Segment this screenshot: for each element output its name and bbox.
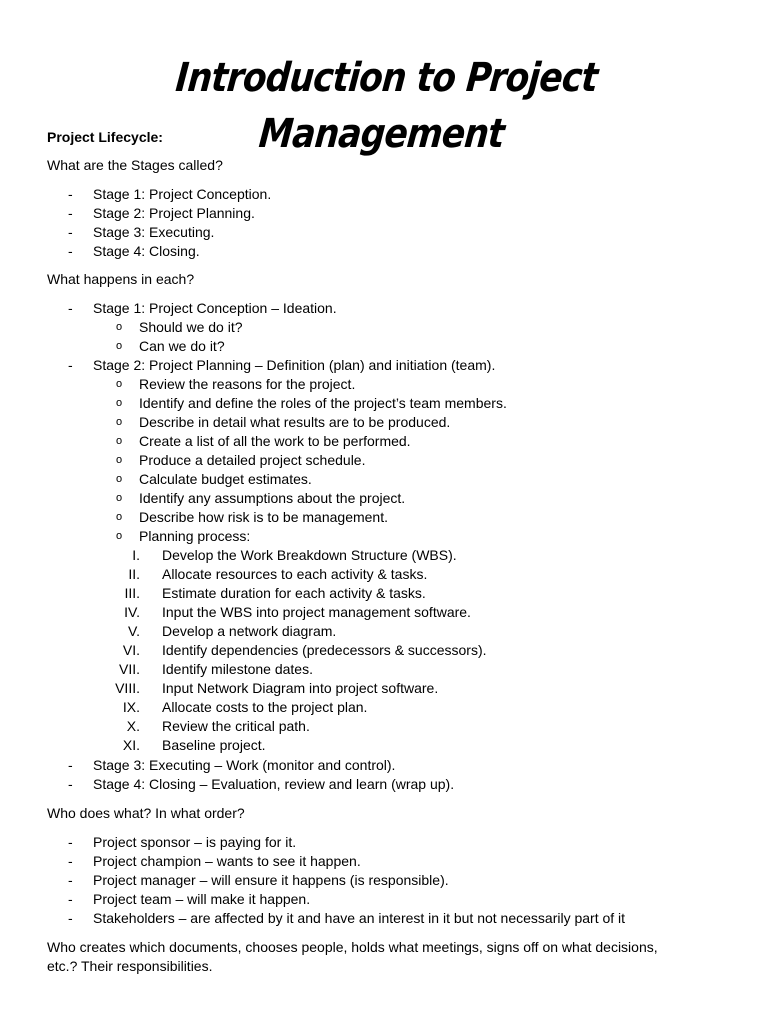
stage-4-text: Stage 4: Closing. bbox=[93, 243, 200, 259]
dash-marker: - bbox=[68, 872, 73, 888]
bullet-marker: o bbox=[116, 378, 123, 390]
roman-numeral: II. bbox=[128, 566, 140, 582]
each-stage-3: Stage 3: Executing – Work (monitor and control). bbox=[93, 757, 396, 773]
planning-step: Allocate costs to the project plan. bbox=[162, 699, 368, 715]
bullet-marker: o bbox=[116, 511, 123, 523]
roman-numeral: X. bbox=[126, 718, 140, 734]
s2-item: Describe how risk is to be management. bbox=[139, 509, 388, 525]
role-champion: Project champion – wants to see it happen. bbox=[93, 853, 361, 869]
role-team: Project team – will make it happen. bbox=[93, 891, 311, 907]
s2-item: Produce a detailed project schedule. bbox=[139, 452, 366, 468]
planning-step: Allocate resources to each activity & tasks. bbox=[162, 566, 428, 582]
roman-numeral: I. bbox=[132, 547, 140, 563]
roman-numeral: III. bbox=[124, 585, 140, 601]
dash-marker: - bbox=[68, 186, 73, 202]
lifecycle-heading: Project Lifecycle: bbox=[47, 129, 163, 145]
s2-item: Create a list of all the work to be performed. bbox=[139, 433, 411, 449]
question-docs-line-2: etc.? Their responsibilities. bbox=[47, 958, 213, 974]
s1-item: Should we do it? bbox=[139, 319, 243, 335]
planning-step: Identify dependencies (predecessors & successors). bbox=[162, 642, 487, 658]
s2-item: Calculate budget estimates. bbox=[139, 471, 312, 487]
dash-marker: - bbox=[68, 224, 73, 240]
s2-item: Identify any assumptions about the project. bbox=[139, 490, 406, 506]
dash-marker: - bbox=[68, 853, 73, 869]
bullet-marker: o bbox=[116, 416, 123, 428]
question-stages: What are the Stages called? bbox=[47, 157, 223, 173]
role-manager: Project manager – will ensure it happens (is responsible). bbox=[93, 872, 449, 888]
planning-step: Input the WBS into project management software. bbox=[162, 604, 471, 620]
bullet-marker: o bbox=[116, 435, 123, 447]
stage-1-text: Stage 1: Project Conception. bbox=[93, 186, 272, 202]
question-who: Who does what? In what order? bbox=[47, 805, 245, 821]
bullet-marker: o bbox=[116, 321, 123, 333]
dash-marker: - bbox=[68, 910, 73, 926]
planning-step: Review the critical path. bbox=[162, 718, 310, 734]
bullet-marker: o bbox=[116, 473, 123, 485]
stage-3-text: Stage 3: Executing. bbox=[93, 224, 215, 240]
bullet-marker: o bbox=[116, 492, 123, 504]
planning-step: Identify milestone dates. bbox=[162, 661, 313, 677]
planning-step: Estimate duration for each activity & tasks. bbox=[162, 585, 426, 601]
bullet-marker: o bbox=[116, 397, 123, 409]
role-stakeholders: Stakeholders – are affected by it and have an interest in it but not necessarily part of it bbox=[93, 910, 626, 926]
each-stage-4: Stage 4: Closing – Evaluation, review and learn (wrap up). bbox=[93, 776, 455, 792]
question-docs-line-1: Who creates which documents, chooses people, holds what meetings, signs off on what decisions, bbox=[47, 939, 658, 955]
each-stage-1: Stage 1: Project Conception – Ideation. bbox=[93, 300, 337, 316]
s1-item: Can we do it? bbox=[139, 338, 225, 354]
planning-step: Develop the Work Breakdown Structure (WBS). bbox=[162, 547, 457, 563]
stage-2-text: Stage 2: Project Planning. bbox=[93, 205, 255, 221]
document-title: Introduction to Project Management bbox=[173, 55, 600, 157]
bullet-marker: o bbox=[116, 454, 123, 466]
dash-marker: - bbox=[68, 205, 73, 221]
dash-marker: - bbox=[68, 834, 73, 850]
dash-marker: - bbox=[68, 300, 73, 316]
roman-numeral: VIII. bbox=[115, 680, 140, 696]
roman-numeral: IV. bbox=[124, 604, 140, 620]
roman-numeral: VII. bbox=[118, 661, 140, 677]
planning-step: Input Network Diagram into project software. bbox=[162, 680, 439, 696]
dash-marker: - bbox=[68, 757, 73, 773]
dash-marker: - bbox=[68, 357, 73, 373]
roman-numeral: V. bbox=[128, 623, 140, 639]
each-stage-2: Stage 2: Project Planning – Definition (plan) and initiation (team). bbox=[93, 357, 496, 373]
dash-marker: - bbox=[68, 243, 73, 259]
roman-numeral: XI. bbox=[122, 737, 140, 753]
s2-item: Identify and define the roles of the project’s team members. bbox=[139, 395, 507, 411]
dash-marker: - bbox=[68, 776, 73, 792]
role-sponsor: Project sponsor – is paying for it. bbox=[93, 834, 297, 850]
s2-item: Review the reasons for the project. bbox=[139, 376, 356, 392]
planning-step: Develop a network diagram. bbox=[162, 623, 337, 639]
dash-marker: - bbox=[68, 891, 73, 907]
roman-numeral: IX. bbox=[122, 699, 140, 715]
planning-step: Baseline project. bbox=[162, 737, 266, 753]
s2-item: Planning process: bbox=[139, 528, 251, 544]
s2-item: Describe in detail what results are to be produced. bbox=[139, 414, 451, 430]
bullet-marker: o bbox=[116, 530, 123, 542]
question-each: What happens in each? bbox=[47, 271, 195, 287]
bullet-marker: o bbox=[116, 340, 123, 352]
roman-numeral: VI. bbox=[122, 642, 140, 658]
